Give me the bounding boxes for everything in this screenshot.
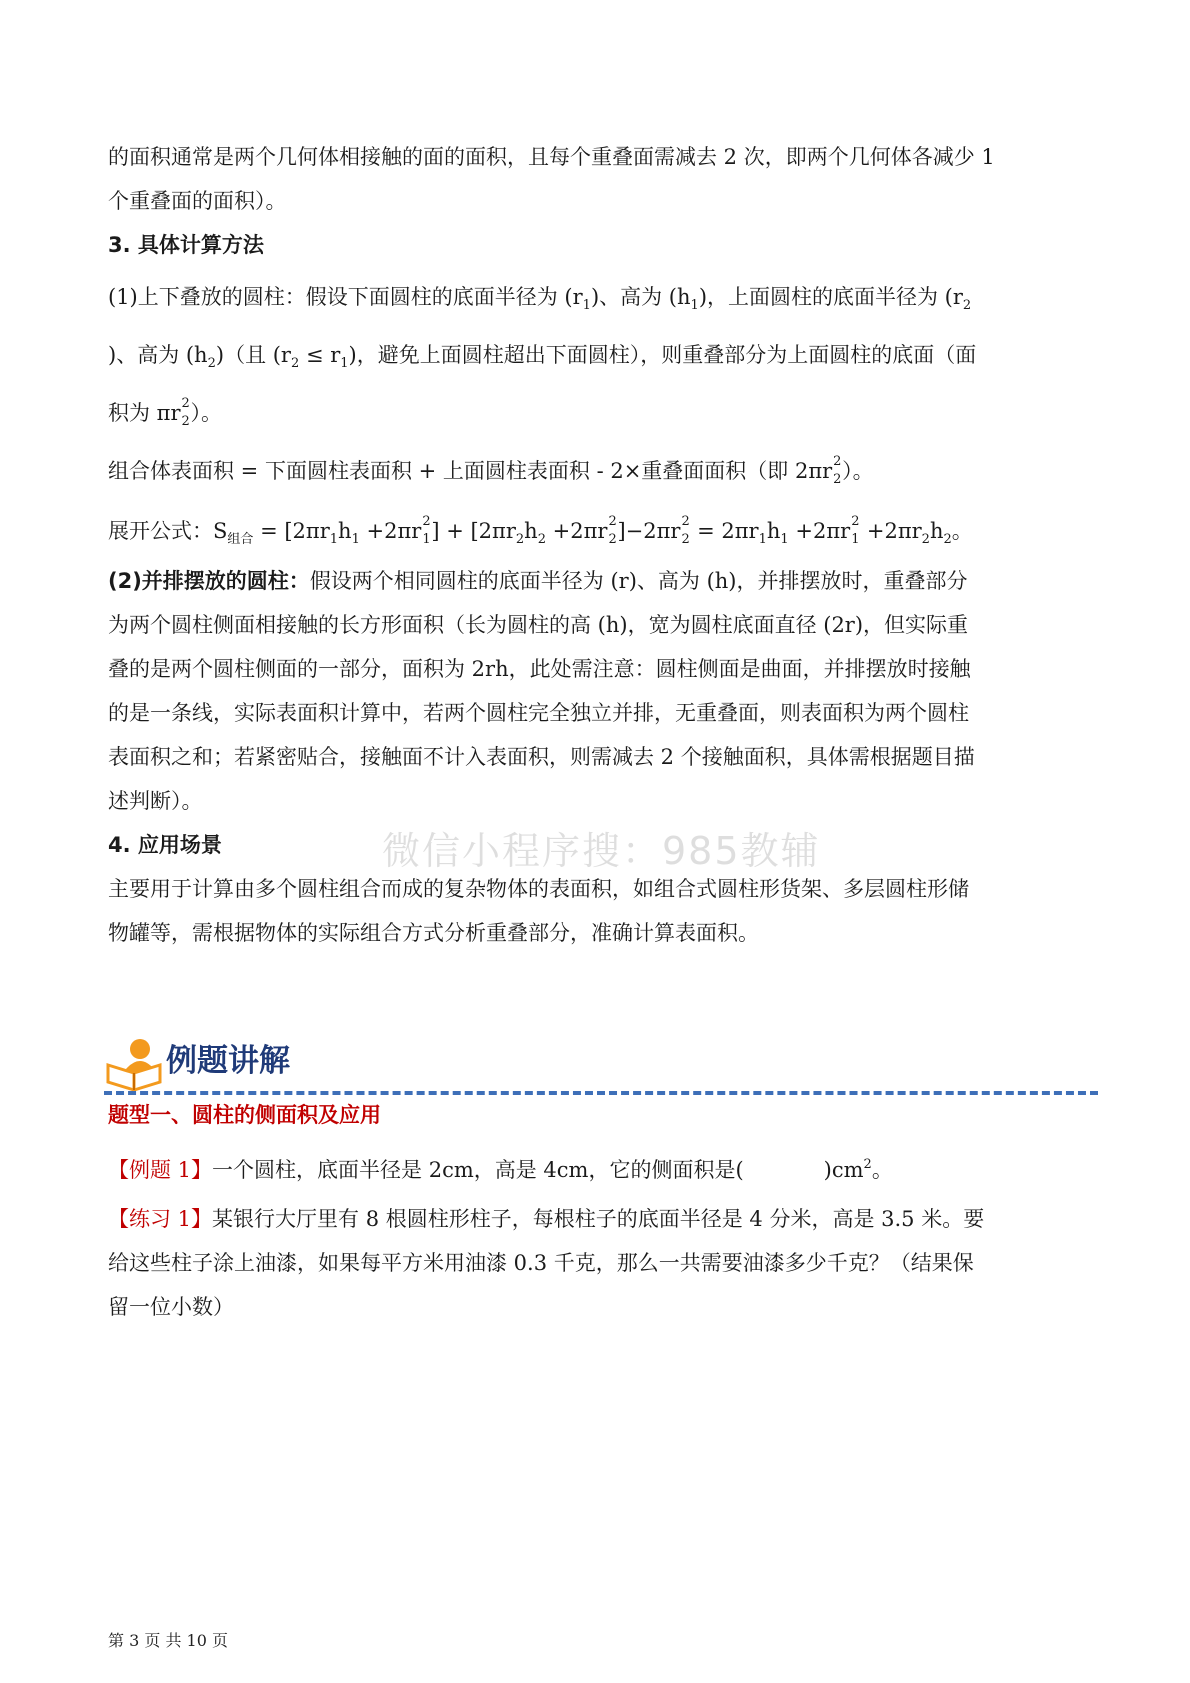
- case2-line3: 叠的是两个圆柱侧面的一部分，面积为 2rh，此处需注意：圆柱侧面是曲面，并排摆放时接触: [108, 657, 971, 681]
- case2-line5: 表面积之和；若紧密贴合，接触面不计入表面积，则需减去 2 个接触面积，具体需根据题目描: [108, 745, 975, 769]
- page-footer: 第 3 页 共 10 页: [108, 1631, 228, 1650]
- para-app-line1: 主要用于计算由多个圆柱组合而成的复杂物体的表面积，如组合式圆柱形货架、多层圆柱形储: [108, 877, 969, 901]
- para-intro-line2: 个重叠面的面积）。: [108, 189, 287, 213]
- case1-line3: 积为 πr 2 2 ）。: [108, 395, 223, 429]
- reading-person-icon: [104, 1035, 166, 1091]
- exercise1-line1: 【练习 1】某银行大厅里有 8 根圆柱形柱子，每根柱子的底面半径是 4 分米，高是 3.5 米。要: [108, 1207, 985, 1231]
- case2-line6: 述判断）。: [108, 789, 203, 813]
- case2-line2: 为两个圆柱侧面相接触的长方形面积（长为圆柱的高 (h)，宽为圆柱底面直径 (2r)，但实际重: [108, 613, 969, 637]
- case1-line1: (1)上下叠放的圆柱：假设下面圆柱的底面半径为 $(r_1)$、高为 $(h_1)$，上面圆柱的底面半径为 ($r_2$: [108, 285, 972, 313]
- section-banner: [104, 1035, 1104, 1091]
- example1: 【例题 1】一个圆柱，底面半径是 2cm，高是 4cm，它的侧面积是( )$cm^2$。: [108, 1157, 893, 1182]
- para-app-line2: 物罐等，需根据物体的实际组合方式分析重叠部分，准确计算表面积。: [108, 921, 759, 945]
- exercise1-line2: 给这些柱子涂上油漆，如果每平方米用油漆 0.3 千克，那么一共需要油漆多少千克？（结果保: [108, 1251, 974, 1275]
- formula-line: 组合体表面积 = 下面圆柱表面积 + 上面圆柱表面积 - 2×重叠面面积（即 2πr 2 2 ）。: [108, 453, 874, 487]
- section-divider: [104, 1091, 1098, 1095]
- case2-line1: (2)并排摆放的圆柱：假设两个相同圆柱的底面半径为 (r)、高为 (h)，并排摆放时，重叠部分: [108, 569, 968, 593]
- heading-3: 3. 具体计算方法: [108, 233, 264, 257]
- case2-line4: 的是一条线，实际表面积计算中，若两个圆柱完全独立并排，无重叠面，则表面积为两个圆柱: [108, 701, 969, 725]
- section-title: 例题讲解: [166, 1043, 290, 1079]
- watermark: 微信小程序搜：985教辅: [382, 829, 821, 873]
- expand-formula-line: 展开公式：$S_{组合} = [2\pi r_1h_1 +2\pi r$ 2 1 ] + [$2\pi r_2h_2 +2\pi r$ 2 2 ]−2πr 2 2 = $2\pi r_1h_1 +2\pi r$ 2 1 $+2\pi r_2h_2$。: [108, 513, 973, 547]
- type-heading: 题型一、圆柱的侧面积及应用: [108, 1103, 381, 1127]
- exercise1-line3: 留一位小数）: [108, 1295, 234, 1319]
- case1-line2: )、高为 $(h_2)$（且 $(r_2 \le r_1)$，避免上面圆柱超出下面圆柱），则重叠部分为上面圆柱的底面（面: [108, 343, 977, 371]
- para-intro-line1: 的面积通常是两个几何体相接触的面的面积，且每个重叠面需减去 2 次，即两个几何体各减少 1: [108, 145, 995, 169]
- heading-4: 4. 应用场景: [108, 833, 222, 857]
